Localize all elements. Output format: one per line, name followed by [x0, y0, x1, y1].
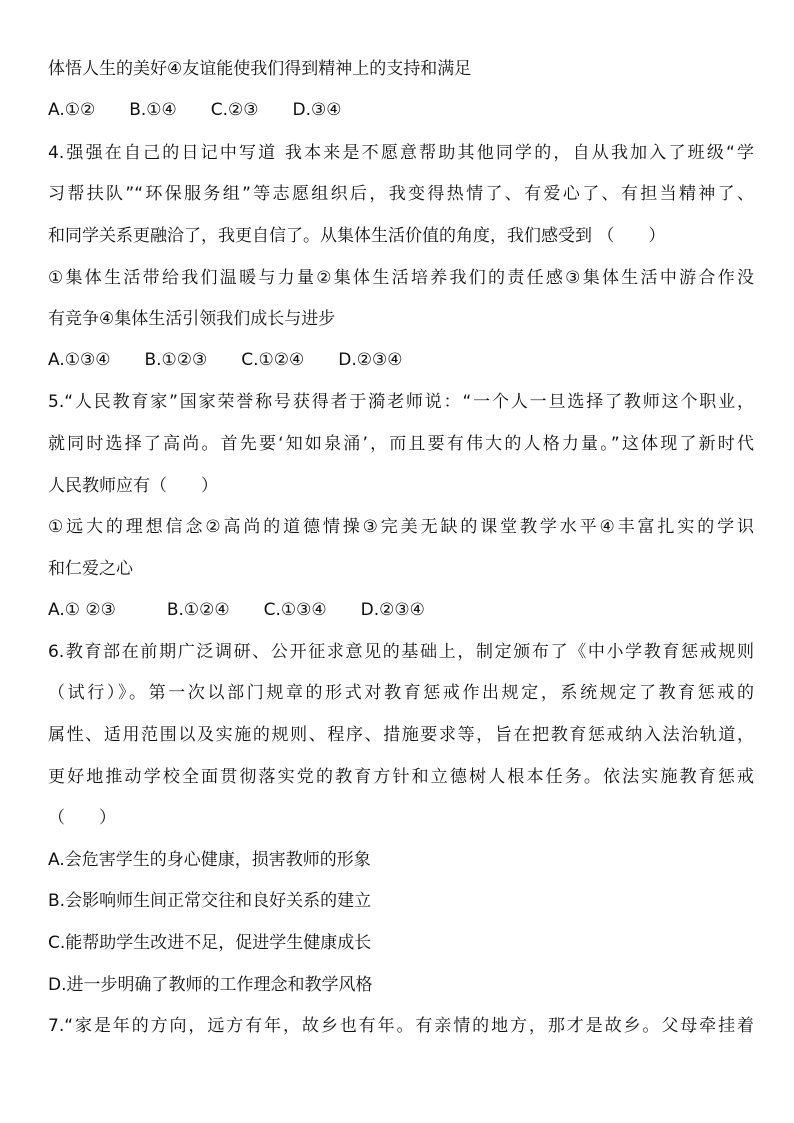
text-line: ①远大的理想信念②高尚的道德情操③完美无缺的课堂教学水平④丰富扎实的学识	[48, 517, 754, 537]
text-line: （试行）》。第一次以部门规章的形式对教育惩戒作出规定，系统规定了教育惩戒的	[48, 683, 754, 703]
text-line: 就同时选择了高尚。首先要‘知如泉涌’，而且要有伟大的人格力量。”这体现了新时代	[48, 434, 754, 454]
text-line: 和同学关系更融洽了，我更自信了。从集体生活价值的角度，我们感受到 （ ）	[48, 226, 666, 246]
question-7-text: 7.“家是年的方向，远方有年，故乡也有年。有亲情的地方，那才是故乡。父母牵挂着	[48, 1016, 754, 1036]
answer-options: A.①② B.①④ C.②③ D.③④	[48, 100, 342, 120]
option-a: A.会危害学生的身心健康，损害教师的形象	[48, 850, 371, 870]
option-c: C.能帮助学生改进不足，促进学生健康成长	[48, 933, 372, 953]
text-line: 体悟人生的美好④友谊能使我们得到精神上的支持和满足	[48, 59, 472, 79]
answer-options: A.①③④ B.①②③ C.①②④ D.②③④	[48, 350, 403, 370]
question-5-text: 5.“人民教育家”国家荣誉称号获得者于漪老师说：“一个人一旦选择了教师这个职业，	[48, 392, 754, 412]
answer-options: A.① ②③ B.①②④ C.①③④ D.②③④	[48, 600, 425, 620]
option-b: B.会影响师生间正常交往和良好关系的建立	[48, 891, 372, 911]
text-line: （ ）	[48, 808, 116, 828]
text-line: 和仁爱之心	[48, 559, 133, 579]
question-6-text: 6.教育部在前期广泛调研、公开征求意见的基础上，制定颁布了《中小学教育惩戒规则	[48, 642, 754, 662]
text-line: 属性、适用范围以及实施的规则、程序、措施要求等，旨在把教育惩戒纳入法治轨道，	[48, 725, 754, 745]
text-line: ①集体生活带给我们温暖与力量②集体生活培养我们的责任感③集体生活中游合作没	[48, 268, 754, 288]
text-line: 有竞争④集体生活引领我们成长与进步	[48, 309, 336, 329]
text-line: 人民教师应有（ ）	[48, 476, 218, 496]
question-4-text: 4.强强在自己的日记中写道 我本来是不愿意帮助其他同学的，自从我加入了班级“学	[48, 143, 754, 163]
option-d: D.进一步明确了教师的工作理念和教学风格	[48, 975, 373, 995]
text-line: 习帮扶队”“环保服务组”等志愿组织后，我变得热情了、有爱心了、有担当精神了、	[48, 184, 754, 204]
text-line: 更好地推动学校全面贯彻落实党的教育方针和立德树人根本任务。依法实施教育惩戒	[48, 767, 754, 787]
